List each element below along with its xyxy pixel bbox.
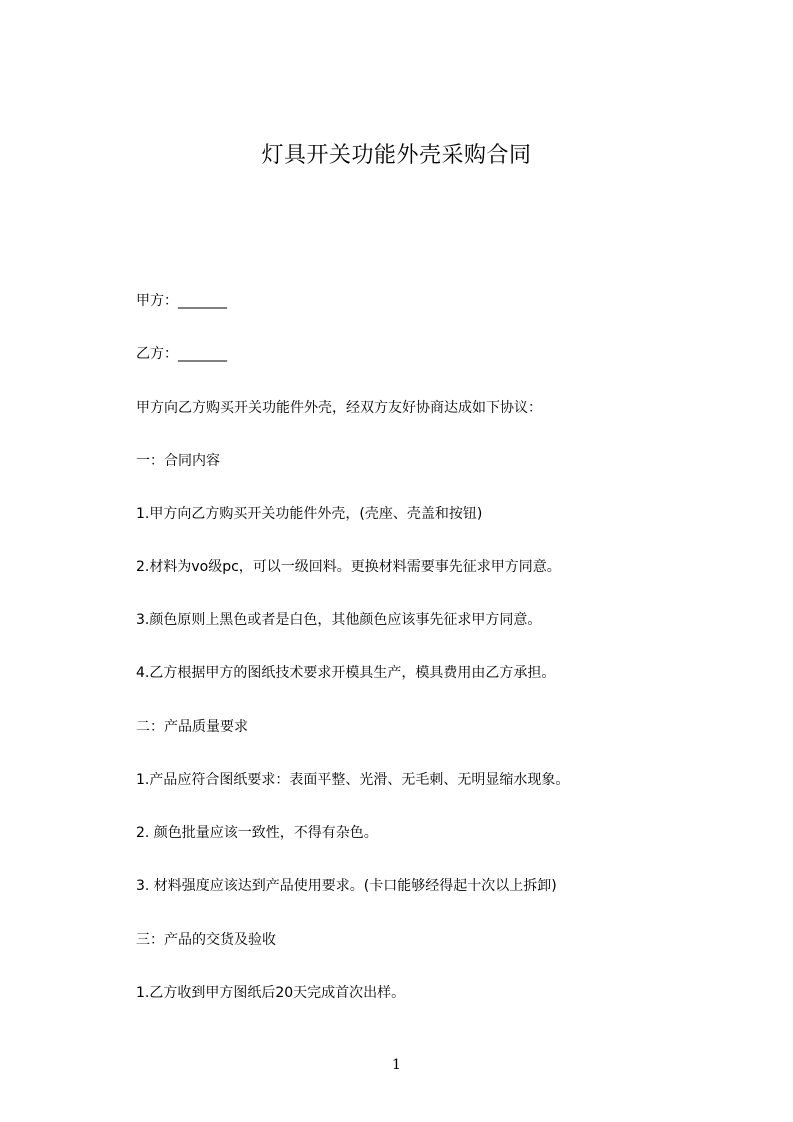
document-title: 灯具开关功能外壳采购合同	[261, 143, 532, 168]
clause-2-2: 2. 颜色批量应该一致性，不得有杂色。	[136, 825, 378, 841]
party-a-line: 甲方：_______	[136, 293, 227, 309]
section-heading-delivery: 三：产品的交货及验收	[136, 932, 276, 948]
clause-3-1: 1.乙方收到甲方图纸后20天完成首次出样。	[136, 985, 406, 1001]
clause-1-4: 4.乙方根据甲方的图纸技术要求开模具生产，模具费用由乙方承担。	[136, 665, 556, 681]
party-b-line: 乙方：_______	[136, 346, 227, 362]
page-number: 1	[392, 1057, 401, 1073]
clause-2-3: 3. 材料强度应该达到产品使用要求。(卡口能够经得起十次以上拆卸)	[136, 878, 557, 894]
section-heading-contract-content: 一：合同内容	[136, 453, 220, 469]
clause-1-3: 3.颜色原则上黑色或者是白色，其他颜色应该事先征求甲方同意。	[136, 612, 542, 628]
intro-paragraph: 甲方向乙方购买开关功能件外壳，经双方友好协商达成如下协议：	[136, 400, 542, 416]
clause-1-2: 2.材料为vo级pc，可以一级回料。更换材料需要事先征求甲方同意。	[136, 559, 561, 575]
section-heading-quality: 二：产品质量要求	[136, 719, 248, 735]
clause-2-1: 1.产品应符合图纸要求：表面平整、光滑、无毛刺、无明显缩水现象。	[136, 772, 570, 788]
clause-1-1: 1.甲方向乙方购买开关功能件外壳，(壳座、壳盖和按钮)	[136, 506, 483, 522]
